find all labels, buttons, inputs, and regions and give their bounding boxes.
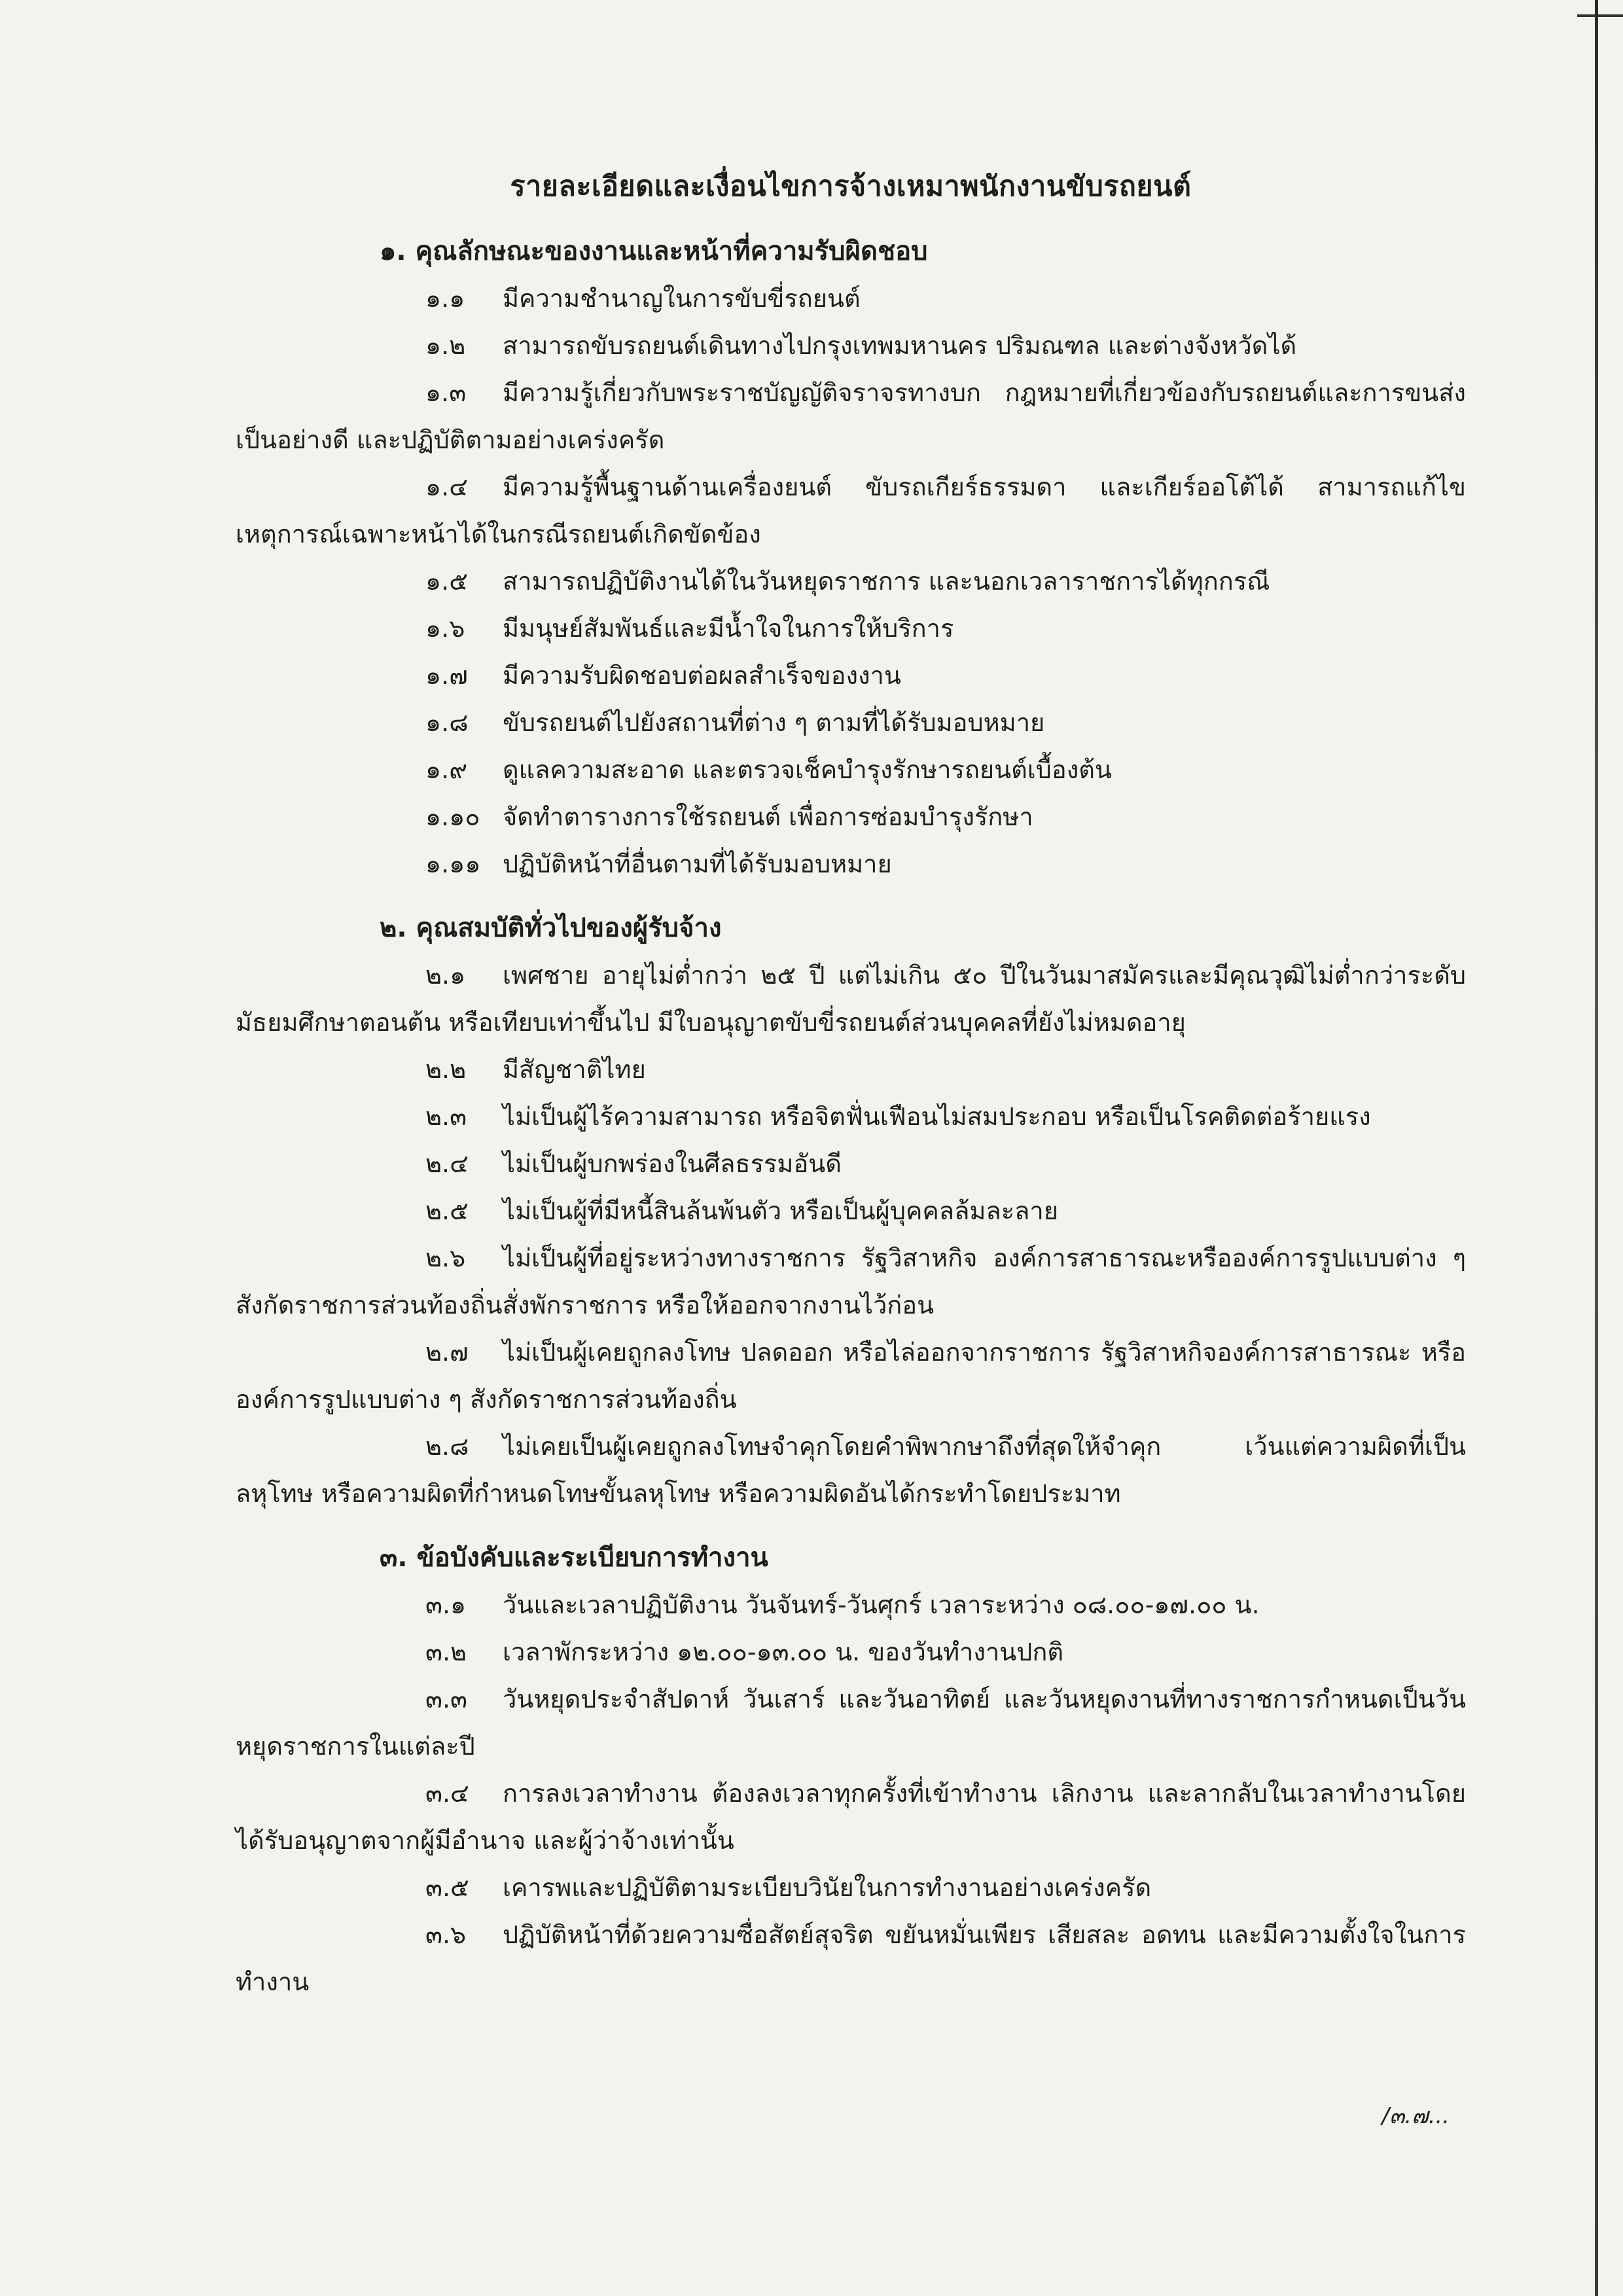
clause-item xyxy=(236,1093,1466,1140)
clause-text: มีความรับผิดชอบต่อผลสำเร็จของงาน xyxy=(503,661,901,690)
clause-item xyxy=(236,1329,1466,1423)
section-heading: ๓. ข้อบังคับและระเบียบการทำงาน xyxy=(380,1543,768,1573)
clause-item xyxy=(236,1676,1466,1770)
clause-item xyxy=(236,793,1466,840)
clause-number: ๑.๗ xyxy=(425,661,468,690)
clause-number: ๑.๑๑ xyxy=(425,850,481,878)
clause-number: ๒.๗ xyxy=(425,1338,469,1367)
page-continuation: /๓.๗... xyxy=(1382,2103,1450,2129)
clause-text: ขับรถยนต์ไปยังสถานที่ต่าง ๆ ตามที่ได้รับมอบหมาย xyxy=(503,708,1045,737)
clause-item xyxy=(236,699,1466,746)
clause-text: สามารถปฏิบัติงานได้ในวันหยุดราชการ และนอกเวลาราชการได้ทุกกรณี xyxy=(503,567,1270,596)
clause-text: มีมนุษย์สัมพันธ์และมีน้ำใจในการให้บริการ xyxy=(503,614,954,643)
clause-text: ไม่เคยเป็นผู้เคยถูกลงโทษจำคุกโดยคำพิพากษาถึงที่สุดให้จำคุก เว้นแต่ความผิดที่เป็นลหุโทษ หรือความผิดที่กำหนดโทษขั้นลหุโทษ หรือความผิดอันได้กระทำโดยประมาท xyxy=(236,1432,1466,1508)
clause-item xyxy=(236,463,1466,558)
clause-item xyxy=(236,652,1466,699)
clause-text: วันและเวลาปฏิบัติงาน วันจันทร์-วันศุกร์ เวลาระหว่าง ๐๘.๐๐-๑๗.๐๐ น. xyxy=(503,1590,1260,1619)
scan-mark xyxy=(1577,14,1623,17)
clause-item xyxy=(236,605,1466,652)
clause-number: ๒.๖ xyxy=(425,1244,466,1272)
clause-number: ๑.๖ xyxy=(425,614,465,643)
clause-item xyxy=(236,1234,1466,1329)
clause-text: เพศชาย อายุไม่ต่ำกว่า ๒๕ ปี แต่ไม่เกิน ๕๐ ปีในวันมาสมัครและมีคุณวุฒิไม่ต่ำกว่าระดับมัธยมศึกษาตอนต้น หรือเทียบเท่าขึ้นไป มีใบอนุญาตขับขี่รถยนต์ส่วนบุคคลที่ยังไม่หมดอายุ xyxy=(236,961,1466,1037)
clause-text: สามารถขับรถยนต์เดินทางไปกรุงเทพมหานคร ปริมณฑล และต่างจังหวัดได้ xyxy=(503,331,1297,360)
clause-number: ๒.๑ xyxy=(425,961,466,990)
clause-text: ปฏิบัติหน้าที่ด้วยความซื่อสัตย์สุจริต ขยันหมั่นเพียร เสียสละ อดทน และมีความตั้งใจในการทำงาน xyxy=(236,1920,1466,1996)
clause-text: ดูแลความสะอาด และตรวจเช็คบำรุงรักษารถยนต์เบื้องต้น xyxy=(503,755,1112,784)
clause-item xyxy=(236,1770,1466,1864)
clause-text: ไม่เป็นผู้ไร้ความสามารถ หรือจิตฟั่นเฟือนไม่สมประกอบ หรือเป็นโรคติดต่อร้ายแรง xyxy=(503,1102,1371,1131)
clause-number: ๓.๔ xyxy=(425,1779,469,1808)
clause-text: มีสัญชาติไทย xyxy=(503,1055,646,1084)
clause-text: มีความรู้เกี่ยวกับพระราชบัญญัติจราจรทางบก กฎหมายที่เกี่ยวข้องกับรถยนต์และการขนส่งเป็นอย่างดี และปฏิบัติตามอย่างเคร่งครัด xyxy=(236,378,1466,454)
clause-number: ๓.๑ xyxy=(425,1590,467,1619)
clause-text: มีความรู้พื้นฐานด้านเครื่องยนต์ ขับรถเกียร์ธรรมดา และเกียร์ออโต้ได้ สามารถแก้ไขเหตุการณ์เฉพาะหน้าได้ในกรณีรถยนต์เกิดขัดข้อง xyxy=(236,473,1466,548)
clause-number: ๑.๔ xyxy=(425,473,468,501)
clause-number: ๑.๕ xyxy=(425,567,468,596)
clause-text: จัดทำตารางการใช้รถยนต์ เพื่อการซ่อมบำรุงรักษา xyxy=(503,802,1033,831)
section-heading: ๑. คุณลักษณะของงานและหน้าที่ความรับผิดชอบ xyxy=(380,236,928,266)
clause-text: มีความชำนาญในการขับขี่รถยนต์ xyxy=(503,284,861,313)
clause-item xyxy=(236,1187,1466,1234)
clause-item xyxy=(236,840,1466,888)
clause-number: ๑.๑ xyxy=(425,284,465,313)
clause-text: ไม่เป็นผู้ที่อยู่ระหว่างทางราชการ รัฐวิสาหกิจ องค์การสาธารณะหรือองค์การรูปแบบต่าง ๆ สังกัดราชการส่วนท้องถิ่นสั่งพักราชการ หรือให้ออกจากงานไว้ก่อน xyxy=(236,1244,1466,1319)
sections-container xyxy=(236,228,1466,2005)
clause-number: ๓.๕ xyxy=(425,1873,469,1902)
clause-item xyxy=(236,952,1466,1046)
clause-number: ๓.๖ xyxy=(425,1920,467,1949)
clause-item xyxy=(236,1140,1466,1187)
clause-text: ไม่เป็นผู้เคยถูกลงโทษ ปลดออก หรือไล่ออกจากราชการ รัฐวิสาหกิจองค์การสาธารณะ หรือองค์การรูปแบบต่าง ๆ สังกัดราชการส่วนท้องถิ่น xyxy=(236,1338,1466,1414)
clause-item xyxy=(236,1911,1466,2005)
clause-text: ไม่เป็นผู้บกพร่องในศีลธรรมอันดี xyxy=(503,1149,842,1178)
clause-number: ๓.๒ xyxy=(425,1638,467,1666)
clause-text: วันหยุดประจำสัปดาห์ วันเสาร์ และวันอาทิตย์ และวันหยุดงานที่ทางราชการกำหนดเป็นวันหยุดราชการในแต่ละปี xyxy=(236,1685,1466,1761)
clause-text: ปฏิบัติหน้าที่อื่นตามที่ได้รับมอบหมาย xyxy=(503,850,892,878)
clause-number: ๑.๘ xyxy=(425,708,469,737)
clause-item xyxy=(236,746,1466,793)
clause-item xyxy=(236,558,1466,605)
clause-item xyxy=(236,275,1466,322)
clause-item xyxy=(236,1628,1466,1676)
clause-item xyxy=(236,1864,1466,1911)
clause-number: ๑.๓ xyxy=(425,378,467,407)
clause-item xyxy=(236,1423,1466,1517)
clause-number: ๒.๘ xyxy=(425,1432,469,1461)
clause-number: ๒.๔ xyxy=(425,1149,469,1178)
clause-item xyxy=(236,369,1466,463)
clause-number: ๑.๑๐ xyxy=(425,802,480,831)
clause-item xyxy=(236,1581,1466,1628)
document-body xyxy=(236,164,1466,2005)
clause-number: ๒.๒ xyxy=(425,1055,467,1084)
section-heading: ๒. คุณสมบัติทั่วไปของผู้รับจ้าง xyxy=(380,913,722,943)
clause-item xyxy=(236,1046,1466,1093)
clause-item xyxy=(236,322,1466,369)
clause-number: ๒.๓ xyxy=(425,1102,467,1131)
document-title: รายละเอียดและเงื่อนไขการจ้างเหมาพนักงานขับรถยนต์ xyxy=(510,170,1192,203)
clause-text: เคารพและปฏิบัติตามระเบียบวินัยในการทำงานอย่างเคร่งครัด xyxy=(503,1873,1152,1902)
clause-text: การลงเวลาทำงาน ต้องลงเวลาทุกครั้งที่เข้าทำงาน เลิกงาน และลากลับในเวลาทำงานโดยได้รับอนุญาตจากผู้มีอำนาจ และผู้ว่าจ้างเท่านั้น xyxy=(236,1779,1466,1855)
clause-number: ๓.๓ xyxy=(425,1685,468,1713)
clause-text: ไม่เป็นผู้ที่มีหนี้สินล้นพ้นตัว หรือเป็นผู้บุคคลล้มละลาย xyxy=(503,1196,1058,1225)
clause-text: เวลาพักระหว่าง ๑๒.๐๐-๑๓.๐๐ น. ของวันทำงานปกติ xyxy=(503,1638,1064,1666)
scan-edge xyxy=(1595,0,1598,2296)
clause-number: ๑.๒ xyxy=(425,331,466,360)
clause-number: ๑.๙ xyxy=(425,755,468,784)
clause-number: ๒.๕ xyxy=(425,1196,469,1225)
